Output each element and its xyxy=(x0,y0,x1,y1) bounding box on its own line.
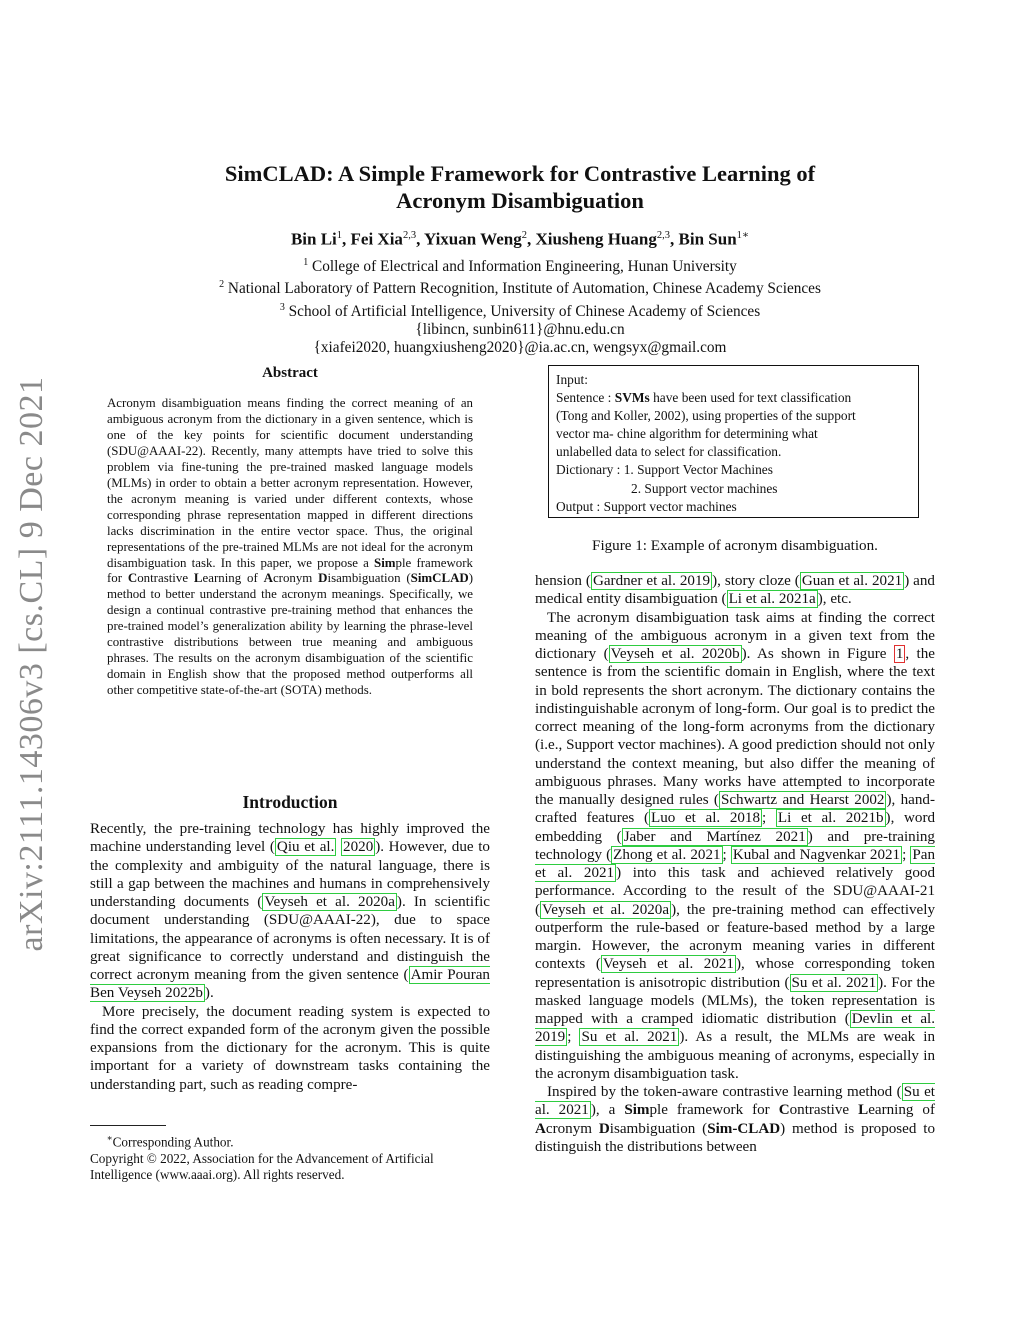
footnote-marker: ∗ xyxy=(106,1133,113,1143)
author-4-affil: 2,3 xyxy=(656,230,671,241)
citation-link[interactable]: Luo et al. 2018 xyxy=(651,810,761,827)
figure-dictionary-line-2 xyxy=(556,480,912,498)
figure-sentence-line-1 xyxy=(556,389,912,407)
citation-link[interactable]: Guan et al. 2021 xyxy=(801,573,903,589)
abstract-text: cronym xyxy=(272,571,319,586)
email-line-2: {xiafei2020, huangxiusheng2020}@ia.ac.cn, wengsyx@gmail.com xyxy=(313,339,727,357)
body-text: ). xyxy=(204,985,214,1002)
citation-link[interactable]: Veyseh et al. 2021 xyxy=(602,956,734,973)
bold-sim: Sim xyxy=(624,1102,650,1119)
affiliation-3-marker: 3 xyxy=(279,301,285,313)
affiliation-3 xyxy=(150,299,890,321)
body-text: ), whose corresponding token representation is anisotropic distribution ( xyxy=(535,956,935,991)
abstract-text: isambiguation ( xyxy=(327,571,411,586)
body-text: ontrastive xyxy=(789,1102,859,1119)
author-2: Fei Xia xyxy=(350,229,403,249)
figure-reference-link[interactable]: 1 xyxy=(895,646,904,662)
author-3-affil: 2 xyxy=(521,230,527,241)
intro-paragraph-1 xyxy=(90,820,490,1003)
body-text: Recently, the pre-training technology has highly improved the machine understanding level ( xyxy=(90,821,490,856)
body-text: ) method is proposed to distinguish the distributions between xyxy=(535,1120,935,1155)
bold-simclad: Sim-CLAD xyxy=(707,1120,781,1137)
body-text: ), hand-crafted features ( xyxy=(535,792,935,827)
citation-link[interactable]: Li et al. 2021b xyxy=(777,810,884,827)
author-list: Bin Li$^1$, Fei Xia$^{2,3}$, Yixuan Weng$^2$, Xiusheng Huang$^{2,3}$, Bin Sun$^{1∗}$ xyxy=(290,229,750,249)
citation-link[interactable]: Zhong et al. 2021 xyxy=(613,846,721,863)
body-text: isambiguation ( xyxy=(609,1120,708,1137)
affiliation-2-marker: 2 xyxy=(219,279,225,291)
body-text: The acronym disambiguation task aims at finding the correct meaning of the ambiguous acronym in a given text from the dictionary ( xyxy=(535,609,935,662)
arxiv-stamp: arXiv:2111.14306v3 [cs.CL] 9 Dec 2021 xyxy=(13,376,50,952)
body-text: earning of xyxy=(868,1102,936,1119)
abstract-text: ontrastive xyxy=(137,571,194,586)
body-text: ), a xyxy=(590,1102,625,1119)
citation-link[interactable]: Amir Pouran Ben Veyseh 2022b xyxy=(90,967,490,1002)
figure-sentence-line-2: (Tong and Koller, 2002), using properties of the support xyxy=(556,408,856,424)
figure-sentence-line-4: unlabelled data to select for classification. xyxy=(556,444,782,460)
abstract-heading: Abstract xyxy=(262,365,318,381)
email-line-1: {libincn, sunbin611}@hnu.edu.cn xyxy=(415,320,625,338)
affiliation-1 xyxy=(150,254,890,276)
body-text: ). In scientific document understanding (SDU@AAAI-22), due to space limitations, the appearance of acronyms is often necessary. It is of great significance to correctly understand and distinguish the correct acronym meaning from the given sentence ( xyxy=(90,894,490,983)
abstract-bold-d: D xyxy=(318,571,328,586)
figure-dictionary-line-1 xyxy=(556,461,912,479)
body-text: ple framework for xyxy=(649,1102,779,1119)
copyright-line-1: Copyright © 2022, Association for the Advancement of Artificial xyxy=(90,1150,434,1166)
affiliation-2 xyxy=(150,276,890,298)
right-column-body xyxy=(535,572,935,1156)
body-text: ). As shown in Figure xyxy=(741,646,894,662)
title-line-2: Acronym Disambiguation xyxy=(396,188,644,213)
bold-a: A xyxy=(535,1120,546,1137)
citation-link[interactable]: Gardner et al. 2019 xyxy=(592,573,711,589)
citation-link[interactable]: Su et al. 2021 xyxy=(791,974,877,991)
body-text: ). For the masked language models (MLMs), the token representation is mapped with a cramped idiomatic distribution ( xyxy=(535,974,935,1027)
abstract-bold-c: C xyxy=(127,571,138,586)
citation-link[interactable]: Jaber and Martínez 2021 xyxy=(623,828,806,845)
body-text: ). However, due to the complexity and ambiguity of the natural language, there is still a gap between the machines and humans in comprehensively understanding documents ( xyxy=(90,839,490,910)
abstract-bold-simclad: SimCLAD xyxy=(410,571,469,586)
body-text: ), the pre-training method can effectively outperform the rule-based or feature-based method by a large margin. However, the acronym meaning varies in different contexts ( xyxy=(535,901,935,973)
footnote-text: Corresponding Author. xyxy=(112,1134,234,1150)
body-text: ), story cloze ( xyxy=(712,573,800,589)
citation-link[interactable]: Pan et al. 2021 xyxy=(535,846,936,881)
abstract-bold-sim: Sim xyxy=(374,555,396,570)
author-5-affil: 1∗ xyxy=(736,230,750,241)
body-text: Inspired by the token-aware contrastive learning method ( xyxy=(547,1084,902,1100)
copyright-line-2: Intelligence (www.aaai.org). All rights reserved. xyxy=(90,1166,345,1182)
left-column-body xyxy=(90,820,490,1094)
citation-link[interactable]: Veyseh et al. 2020a xyxy=(264,894,395,910)
citation-link[interactable]: Li et al. 2021a xyxy=(728,591,816,608)
author-1-affil: 1 xyxy=(336,230,343,241)
figure-1-box xyxy=(548,365,919,518)
abstract-body xyxy=(107,396,473,699)
right-paragraph-2: The acronym disambiguation task aims at finding the correct meaning of the ambiguous acronym in a given text from the dictionary ( Veyseh et al. 2020b ). As shown in Figure 1 , the sentence is from the scientific domain in English, where the text in bold represents the short acronym. The dictionary contains the indistinguishable acronym of long-form. Our goal is to predict the correct meaning of the long-form acronyms from the dictionary (i.e., Support vector machines). A good prediction should not only understand the context meaning, but also differ the meaning of ambiguous phrases. Many works have attempted to incorporate the manually designed rules ( Schwartz and Hearst 2002 ), hand-crafted features ( Luo et al. 2018 ; Li et al. 2021b ), word embedding ( Jaber and Martínez 2021 ) and pre-training technology ( Zhong et al. 2021 ; Kubal and Nagvenkar 2021 ; Pan et al. 2021 ) into this task and achieved relatively good performance. According to the result of the SDU@AAAI-21 ( Veyseh et al. 2020a ), the pre-training method can effectively outperform the rule-based or feature-based method by a large margin. However, the acronym meaning varies in different contexts ( Veyseh et al. 2021 ), whose corresponding token representation is anisotropic distribution ( Su et al. 2021 ). For the masked language models (MLMs), the token representation is mapped with a cramped idiomatic distribution ( Devlin et al. 2019 ; Su et al. 2021 ). As a result, the MLMs are weak in distinguishing the ambiguous meaning of acronyms, especially in the acronym disambiguation task. xyxy=(535,609,936,1082)
author-5: Bin Sun xyxy=(678,229,737,249)
body-text: , the sentence is from the scientific domain in English, where the text in bold represents the short acronym. The dictionary contains the indistinguishable acronym of long-form. Our goal is to predict the correct meaning of the long-form acronyms from the dictionary (i.e., Support vector machines). A good prediction should not only understand the context meaning, but also differ the meaning of ambiguous phrases. Many works have attempted to incorporate the manually designed rules ( xyxy=(535,646,935,808)
author-4: Xiusheng Huang xyxy=(535,229,657,249)
bold-l: L xyxy=(858,1102,869,1119)
affiliation-1-text: College of Electrical and Information Engineering, Hunan University xyxy=(312,258,737,276)
footnote-rule xyxy=(90,1125,166,1126)
figure-sentence-text: have been used for text classification xyxy=(649,390,852,406)
author-2-affil: 2,3 xyxy=(402,230,417,241)
author-1: Bin Li xyxy=(290,229,337,249)
figure-1-caption: Figure 1: Example of acronym disambiguation. xyxy=(592,538,878,554)
abstract-bold-l: L xyxy=(193,571,203,586)
bold-c: C xyxy=(778,1102,790,1119)
title-line-1: SimCLAD: A Simple Framework for Contrastive Learning of xyxy=(224,161,816,186)
figure-sentence-line-3: vector ma- chine algorithm for determining what xyxy=(556,426,818,442)
citation-link[interactable]: Devlin et al. 2019 xyxy=(535,1011,935,1046)
figure-dictionary-entry: 2. Support vector machines xyxy=(631,480,778,496)
citation-link[interactable]: Kubal and Nagvenkar 2021 xyxy=(732,846,901,863)
footnote-corresponding xyxy=(90,1130,495,1151)
bold-d: D xyxy=(598,1120,610,1137)
figure-1-content xyxy=(556,371,912,516)
abstract-text: ) method to better understand the acronym meanings. Specifically, we design a continual contrastive pre-training method that enhances the pre-trained model’s generalization ability by learning the phrase-level contrastive distributions between true meaning and ambiguous phrases. The results on the acronym disambiguation of the scientific domain in English show that the proposed method outperforms all other competitive state-of-the-art (SOTA) methods. xyxy=(107,571,473,698)
abstract-text: ple framework for xyxy=(107,555,473,586)
abstract-text: Acronym disambiguation means finding the correct meaning of an ambiguous acronym from the dictionary in a given sentence, which is one of the key points for scientific document understanding (SDU@AAAI-22). Recently, many attempts have tried to solve this problem via fine-tuning the pre-trained masked language models (MLMs) in order to obtain a better acronym representation. However, the acronym meaning is varied under different contexts, whose corresponding phrase representation mapped in different directions lacks discrimination in the entire vector space. Thus, the original representations of the pre-trained MLMs are not ideal for the acronym disambiguation task. In this paper, we propose a xyxy=(107,396,473,570)
figure-output-value: Support vector machines xyxy=(603,498,737,514)
citation-link[interactable]: Su et al. 2021 xyxy=(535,1084,936,1119)
body-text: ), word embedding ( xyxy=(535,810,936,845)
citation-link[interactable]: Su et al. 2021 xyxy=(581,1029,678,1046)
body-text: hension ( xyxy=(535,573,591,589)
author-3: Yixuan Weng xyxy=(423,229,522,249)
footnote xyxy=(90,1130,495,1183)
body-text: ) and pre-training technology ( xyxy=(535,828,935,863)
citation-link[interactable]: Veyseh et al. 2020b xyxy=(610,646,740,662)
body-text: cronym xyxy=(545,1120,599,1137)
affiliation-1-marker: 1 xyxy=(303,257,309,268)
affiliation-3-text: School of Artificial Intelligence, University of Chinese Academy of Sciences xyxy=(288,302,761,320)
paper-title xyxy=(150,160,890,214)
citation-link[interactable]: Qiu et al. xyxy=(276,839,335,856)
affiliation-2-text: National Laboratory of Pattern Recognition, Institute of Automation, Chinese Academy Sciences xyxy=(227,280,821,298)
body-text: ). As a result, the MLMs are weak in distinguishing the ambiguous meaning of acronyms, especially in the acronym disambiguation task. xyxy=(535,1029,935,1082)
citation-link[interactable]: Veyseh et al. 2020a xyxy=(542,901,670,918)
citation-link[interactable]: Schwartz and Hearst 2002 xyxy=(720,792,885,808)
intro-paragraph-2: More precisely, the document reading system is expected to find the correct expanded form of the acronym given the possible expansions from the dictionary for the acronym. This is quite important for a variety of downstream tasks containing the understanding part, such as reading compre- xyxy=(90,1003,490,1093)
body-text: ) and medical entity disambiguation ( xyxy=(535,573,935,608)
figure-input-label: Input: xyxy=(556,372,588,387)
figure-sentence-label: Sentence : xyxy=(556,390,615,406)
affiliations xyxy=(150,254,890,357)
figure-output-line xyxy=(556,498,912,516)
body-text: ) into this task and achieved relatively good performance. According to the result of the SDU@AAAI-21 ( xyxy=(535,865,935,918)
right-paragraph-1 xyxy=(535,572,935,609)
figure-acronym: SVMs xyxy=(614,390,650,406)
body-text: ), etc. xyxy=(817,591,852,608)
abstract-bold-a: A xyxy=(263,571,273,586)
citation-link[interactable]: 2020 xyxy=(343,839,374,856)
introduction-heading: Introduction xyxy=(242,792,338,812)
figure-dictionary-entry: 1. Support Vector Machines xyxy=(623,462,773,478)
figure-dictionary-label: Dictionary : xyxy=(556,462,624,478)
right-paragraph-3 xyxy=(535,1083,935,1156)
abstract-text: earning of xyxy=(202,571,264,586)
figure-output-label: Output : xyxy=(556,498,604,514)
